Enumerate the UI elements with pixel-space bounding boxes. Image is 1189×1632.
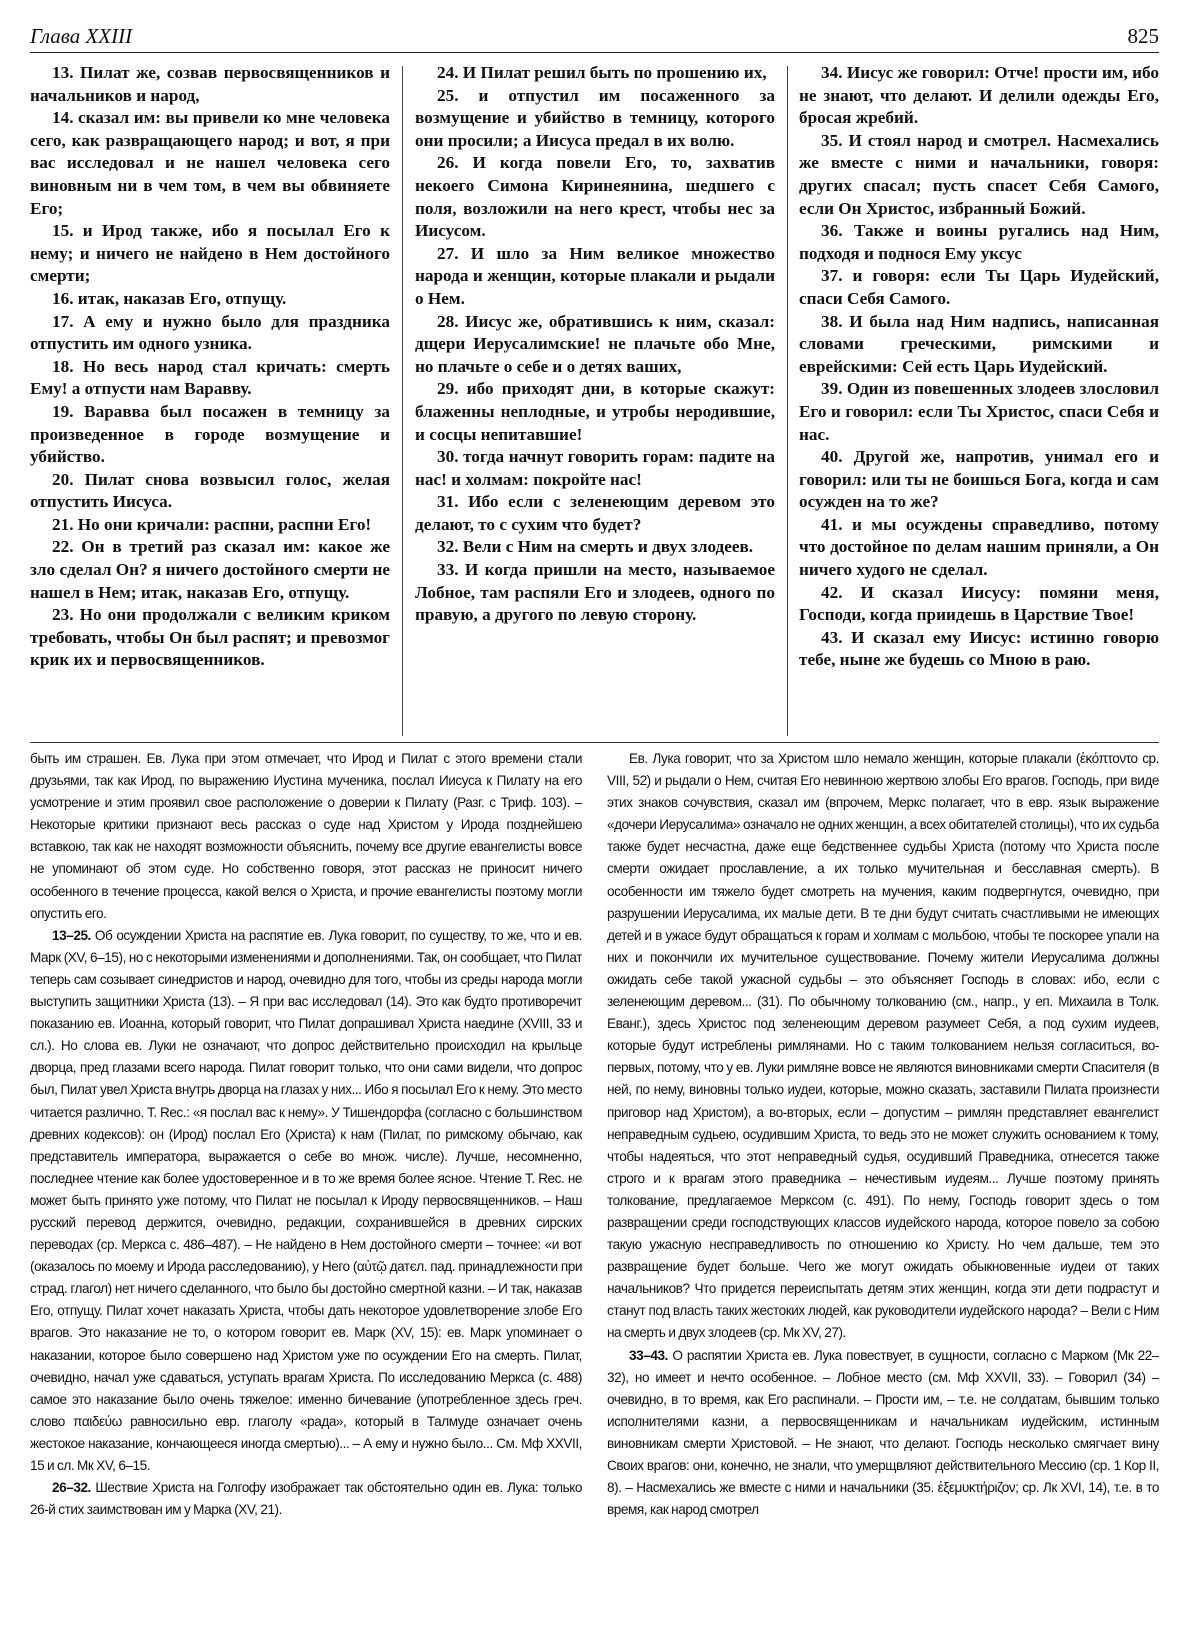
verse-column-3 xyxy=(799,62,1159,742)
verse: 24. И Пилат решил быть по прошению их, xyxy=(437,63,767,82)
verse: 17. А ему и нужно было для праздника отпустить им одного узника. xyxy=(30,311,390,354)
verse: 18. Но весь народ стал кричать: смерть Ему! а отпусти нам Варавву. xyxy=(30,356,390,399)
verse: 23. Но они продолжали с великим криком требовать, чтобы Он был распят; и превозмог крик их и первосвященников. xyxy=(30,605,390,670)
column-divider xyxy=(402,66,403,736)
verse: 42. И сказал Иисусу: помяни меня, Господи, когда приидешь в Царствие Твое! xyxy=(799,582,1159,625)
header-rule xyxy=(30,52,1159,53)
commentary-text xyxy=(30,748,1161,1620)
verse-range-ref: 26–32. xyxy=(52,1480,91,1496)
verse: 36. Также и воины ругались над Ним, подходя и поднося Ему уксус xyxy=(799,221,1159,263)
verse: 41. и мы осуждены справедливо, потому что достойное по делам нашим приняли, а Он ничего худого не сделал. xyxy=(799,514,1159,580)
verse-column-2 xyxy=(415,62,775,742)
verse: 37. и говоря: если Ты Царь Иудейский, спаси Себя Самого. xyxy=(799,266,1159,308)
commentary-text-run: О распятии Христа ев. Лука повествует, в сущности, согласно с Марком (Мк 22–32), но имеет и нечто особенное. – Лобное место (см. Мф XXVII, 33). – Говорил (34) – очевидно, в то время, как Его распинали. – Прости им, – т.е. не солдатам, бывшим только исполнителями казни, а первосвященникам и начальникам иудейским, истинным виновникам смерти Христовой. – Не знают, что делают. Господь несколько смягчает вину Своих врагов: они, конечно, не знали, что умерщвляют действительного Мессию (ср. 1 Кор II, 8). – Насмехались же вместе с ними и начальники (35. ἐξεμυκτήριζον; ср. Лк XVI, 14), т.е. в то время, как народ смотрел xyxy=(607,1347,1159,1518)
verse: 13. Пилат же, созвав первосвященников и начальников и народ, xyxy=(30,63,390,105)
verse: 16. итак, наказав Его, отпущу. xyxy=(52,288,287,308)
verse-range-ref: 13–25. xyxy=(52,927,91,943)
verse: 39. Один из повешенных злодеев злословил Его и говорил: если Ты Христос, спаси Себя и нас. xyxy=(799,379,1159,444)
verse: 35. И стоял народ и смотрел. Насмехались же вместе с ними и начальники, говоря: других спасал; пусть спасет Себя Самого, если Он Христос, избранный Божий. xyxy=(799,130,1159,218)
verse: 29. ибо приходят дни, в которые скажут: блаженны неплодные, и утробы неродившие, и сосцы непитавшие! xyxy=(415,379,775,444)
verse: 20. Пилат снова возвысил голос, желая отпустить Иисуса. xyxy=(30,469,390,512)
commentary-text-run: Шествие Христа на Голгофу изображает так обстоятельно один ев. Лука: только 26-й стих заимствован им у Марка (XV, 21). xyxy=(30,1480,582,1518)
commentary-paragraph xyxy=(607,1345,1159,1522)
verse: 15. и Ирод также, ибо я посылал Его к нему; и ничего не найдено в Нем достойного смерти; xyxy=(30,221,390,286)
verse: 21. Но они кричали: распни, распни Его! xyxy=(52,514,372,534)
verse: 38. И была над Ним надпись, написанная словами греческими, римскими и еврейскими: Сей есть Царь Иудейский. xyxy=(799,311,1159,376)
verse: 28. Иисус же, обратившись к ним, сказал: дщери Иерусалимские! не плачьте обо Мне, но плачьте о себе и о детях ваших, xyxy=(415,311,775,376)
verse: 40. Другой же, напротив, унимал его и говорил: или ты не боишься Бога, когда и сам осужден на то же? xyxy=(799,447,1159,512)
commentary-paragraph xyxy=(30,748,582,925)
commentary-column-2 xyxy=(607,748,1159,1620)
running-header xyxy=(30,24,1159,54)
commentary-paragraph xyxy=(30,925,582,1477)
verse: 32. Вели с Ним на смерть и двух злодеев. xyxy=(437,537,754,557)
verse: 25. и отпустил им посаженного за возмущение и убийство в темницу, которого они просили; а Иисуса предал в их волю. xyxy=(415,85,775,150)
chapter-title: Глава XXIII xyxy=(30,24,133,48)
verse: 14. сказал им: вы привели ко мне человека сего, как развращающего народ; и вот, я при вас исследовал и не нашел человека сего виновным ни в чем том, в чем вы обвиняете Его; xyxy=(30,108,390,218)
commentary-column-1 xyxy=(30,748,582,1620)
verse: 43. И сказал ему Иисус: истинно говорю тебе, ныне же будешь со Мною в раю. xyxy=(799,627,1159,670)
verse: 31. Ибо если с зеленеющим деревом это делают, то с сухим что будет? xyxy=(415,492,775,534)
page-number: 825 xyxy=(1127,24,1159,48)
verse: 27. И шло за Ним великое множество народа и женщин, которые плакали и рыдали о Нем. xyxy=(415,243,775,308)
scripture-text xyxy=(30,62,1161,742)
verse: 33. И когда пришли на место, называемое Лобное, там распяли Его и злодеев, одного по правую, а другого по левую сторону. xyxy=(415,560,775,625)
column-divider xyxy=(787,66,788,736)
commentary-text-run: Ев. Лука говорит, что за Христом шло немало женщин, которые плакали (ἐκόπτοντο ср. VIII, 52) и рыдали о Нем, считая Его невинною жертвою злобы Его врагов. Господь, при виде этих знаков сочувствия, сказал им (впрочем, Меркс полагает, что в евр. язык выражение «дочери Иерусалима» означало не одних женщин, а всех обитателей столицы), что их судьба также будет несчастна, даже еще бедственнее судьбы Христа (потому что Христа после смерти ожидает прославление, а их только мучительная и бесславная смерть). В особенности им тяжело будет смотреть на мучения, каким подвергнутся, очевидно, при разрушении Иерусалима, их малые дети. В те дни будут считать счастливыми не имеющих детей и в ужасе будут обращаться к горам и холмам с мольбою, чтобы те поскорее упали на них и покончили их мучительное существование. Почему жители Иерусалима должны ожидать себе такой ужасной судьбы – это объясняет Господь в словах: ибо, если с зеленеющим деревом... (31). По обычному толкованию (см., напр., у еп. Михаила в Толк. Еванг.), здесь Христос под зеленеющим деревом разумеет Себя, а под сухим иудеев, которые будут истреблены римлянами. Но с таким толкованием нельзя согласиться, во-первых, потому, что у ев. Луки римляне вовсе не являются виновниками смерти Спасителя (в ней, по нему, виновны только иудеи, которые, можно сказать, заставили Пилата произнести приговор над Христом), а во-вторых, если – допустим – римлян представляет евангелист неправедным судьею, осудившим Христа, то ведь это не может служить основанием к тому, чтобы надеяться, что этот неправедный судья, осудивший Праведника, отнесется также строго и к врагам этого праведника – нечестивым иудеям... Лучше поэтому принять толкование, предлагаемое Мерксом (с. 491). По нему, Господь говорит здесь о том развращении среди господствующих классов иудейского народа, которое повело за собою такую ужасную несправедливость по отношению ко Христу. Но чем дальше, тем это развращение будет больше. Чего же могут ожидать обыкновенные иудеи от таких начальников? Что придется переиспытать детям этих женщин, когда эти дети подрастут и станут под власть таких жестоких людей, как руководители иудейского народа? – Вели с Ним на смерть и двух злодеев (ср. Мк XV, 27). xyxy=(607,751,1159,1341)
verse-column-1 xyxy=(30,62,390,742)
commentary-text-run: Об осуждении Христа на распятие ев. Лука говорит, по существу, то же, что и ев. Марк (XV, 6–15), но с некоторыми изменениями и дополнениями. Так, он сообщает, что Пилат теперь сам созывает синедристов и народ, очевидно для того, чтобы из среды народа могли выступить защитники Христа (13). – Я при вас исследовал (14). Это как будто противоречит показанию ев. Иоанна, который говорит, что Пилат допрашивал Христа наедине (XVIII, 33 и сл.). Но слова ев. Луки не означают, что допрос действительно происходил на крыльце дворца, пред глазами всего народа. Пилат говорит только, что они сами видели, что допрос был, Пилат увел Христа внутрь дворца на глазах у них... Ибо я посылал Его к нему. Это место читается различно. T. Rec.: «я послал вас к нему». У Тишендорфа (согласно с большинством древних кодексов): он (Ирод) послал Его (Христа) к нам (Пилат, по римскому обычаю, как представитель императора, выражается о себе во множ. числе). Лучше, несомненно, последнее чтение как более удостоверенное и в то же время более ясное. Чтение T. Rec. не может быть принято уже потому, что Пилат не посылал к Ироду первосвященников. – Наш русский перевод держится, очевидно, редакции, сохранившейся в древних сирских переводах (ср. Меркса с. 486–487). – Не найдено в Нем достойного смерти – точнее: «и вот (оказалось по моему и Ирода расследованию), у Него (αὐτῷ датєл. пад. принадлежности при страд. глагол) нет ничего сделанного, что было бы достойно смертной казни. – И так, наказав Его, отпущу. Пилат хочет наказать Христа, чтобы дать некоторое удовлетворение злобе Его врагов. Это наказание не то, о котором говорит ев. Марк (XV, 15): ев. Марк упоминает о наказании, которое было совершено над Христом уже по осуждении Его на смерть. Пилат, очевидно, начал уже сдаваться, уступать врагам Христа. По исследованию Меркса (с. 488) самое это наказание было очень тяжелое: именно бичевание (употребленное здесь греч. слово παιδεύω равносильно евр. глаголу «рада», который в Талмуде означает очень жестокое наказание, кончающееся иногда смертью)... – А ему и нужно было... См. Мф XXVII, 15 и сл. Мк XV, 6–15. xyxy=(30,927,582,1473)
verse: 30. тогда начнут говорить горам: падите на нас! и холмам: покройте нас! xyxy=(415,447,775,489)
commentary-paragraph xyxy=(30,1477,582,1521)
verse: 22. Он в третий раз сказал им: какое же зло сделал Он? я ничего достойного смерти не нашел в Нем; итак, наказав Его, отпущу. xyxy=(30,537,390,602)
commentary-text-run: быть им страшен. Ев. Лука при этом отмечает, что Ирод и Пилат с этого времени стали друзьями, так как Ирод, по выражению Иустина мученика, послал Иисуса к Пилату на его усмотрение и этим проявил свое расположение о доверии к Пилату (Разг. с Триф. 103). – Некоторые критики признают весь рассказ о суде над Христом у Ирода позднейшею вставкою, так как не находят возможности объяснить, почему все другие евангелисты вовсе не упоминают об этом суде. Но собственно говоря, этот рассказ не приносит ничего особенного в течение процесса, какой велся о Христа, и прочие евангелисты поэтому могли опустить его. xyxy=(30,751,582,921)
commentary-paragraph xyxy=(607,748,1159,1345)
verse-range-ref: 33–43. xyxy=(629,1347,668,1363)
section-rule xyxy=(30,742,1159,743)
verse: 34. Иисус же говорил: Отче! прости им, ибо не знают, что делают. И делили одежды Его, бросая жребий. xyxy=(799,63,1159,128)
verse: 26. И когда повели Его, то, захватив некоего Симона Киринеянина, шедшего с поля, возложили на него крест, чтобы нес за Иисусом. xyxy=(415,153,775,241)
verse: 19. Варавва был посажен в темницу за произведенное в городе возмущение и убийство. xyxy=(30,401,390,467)
